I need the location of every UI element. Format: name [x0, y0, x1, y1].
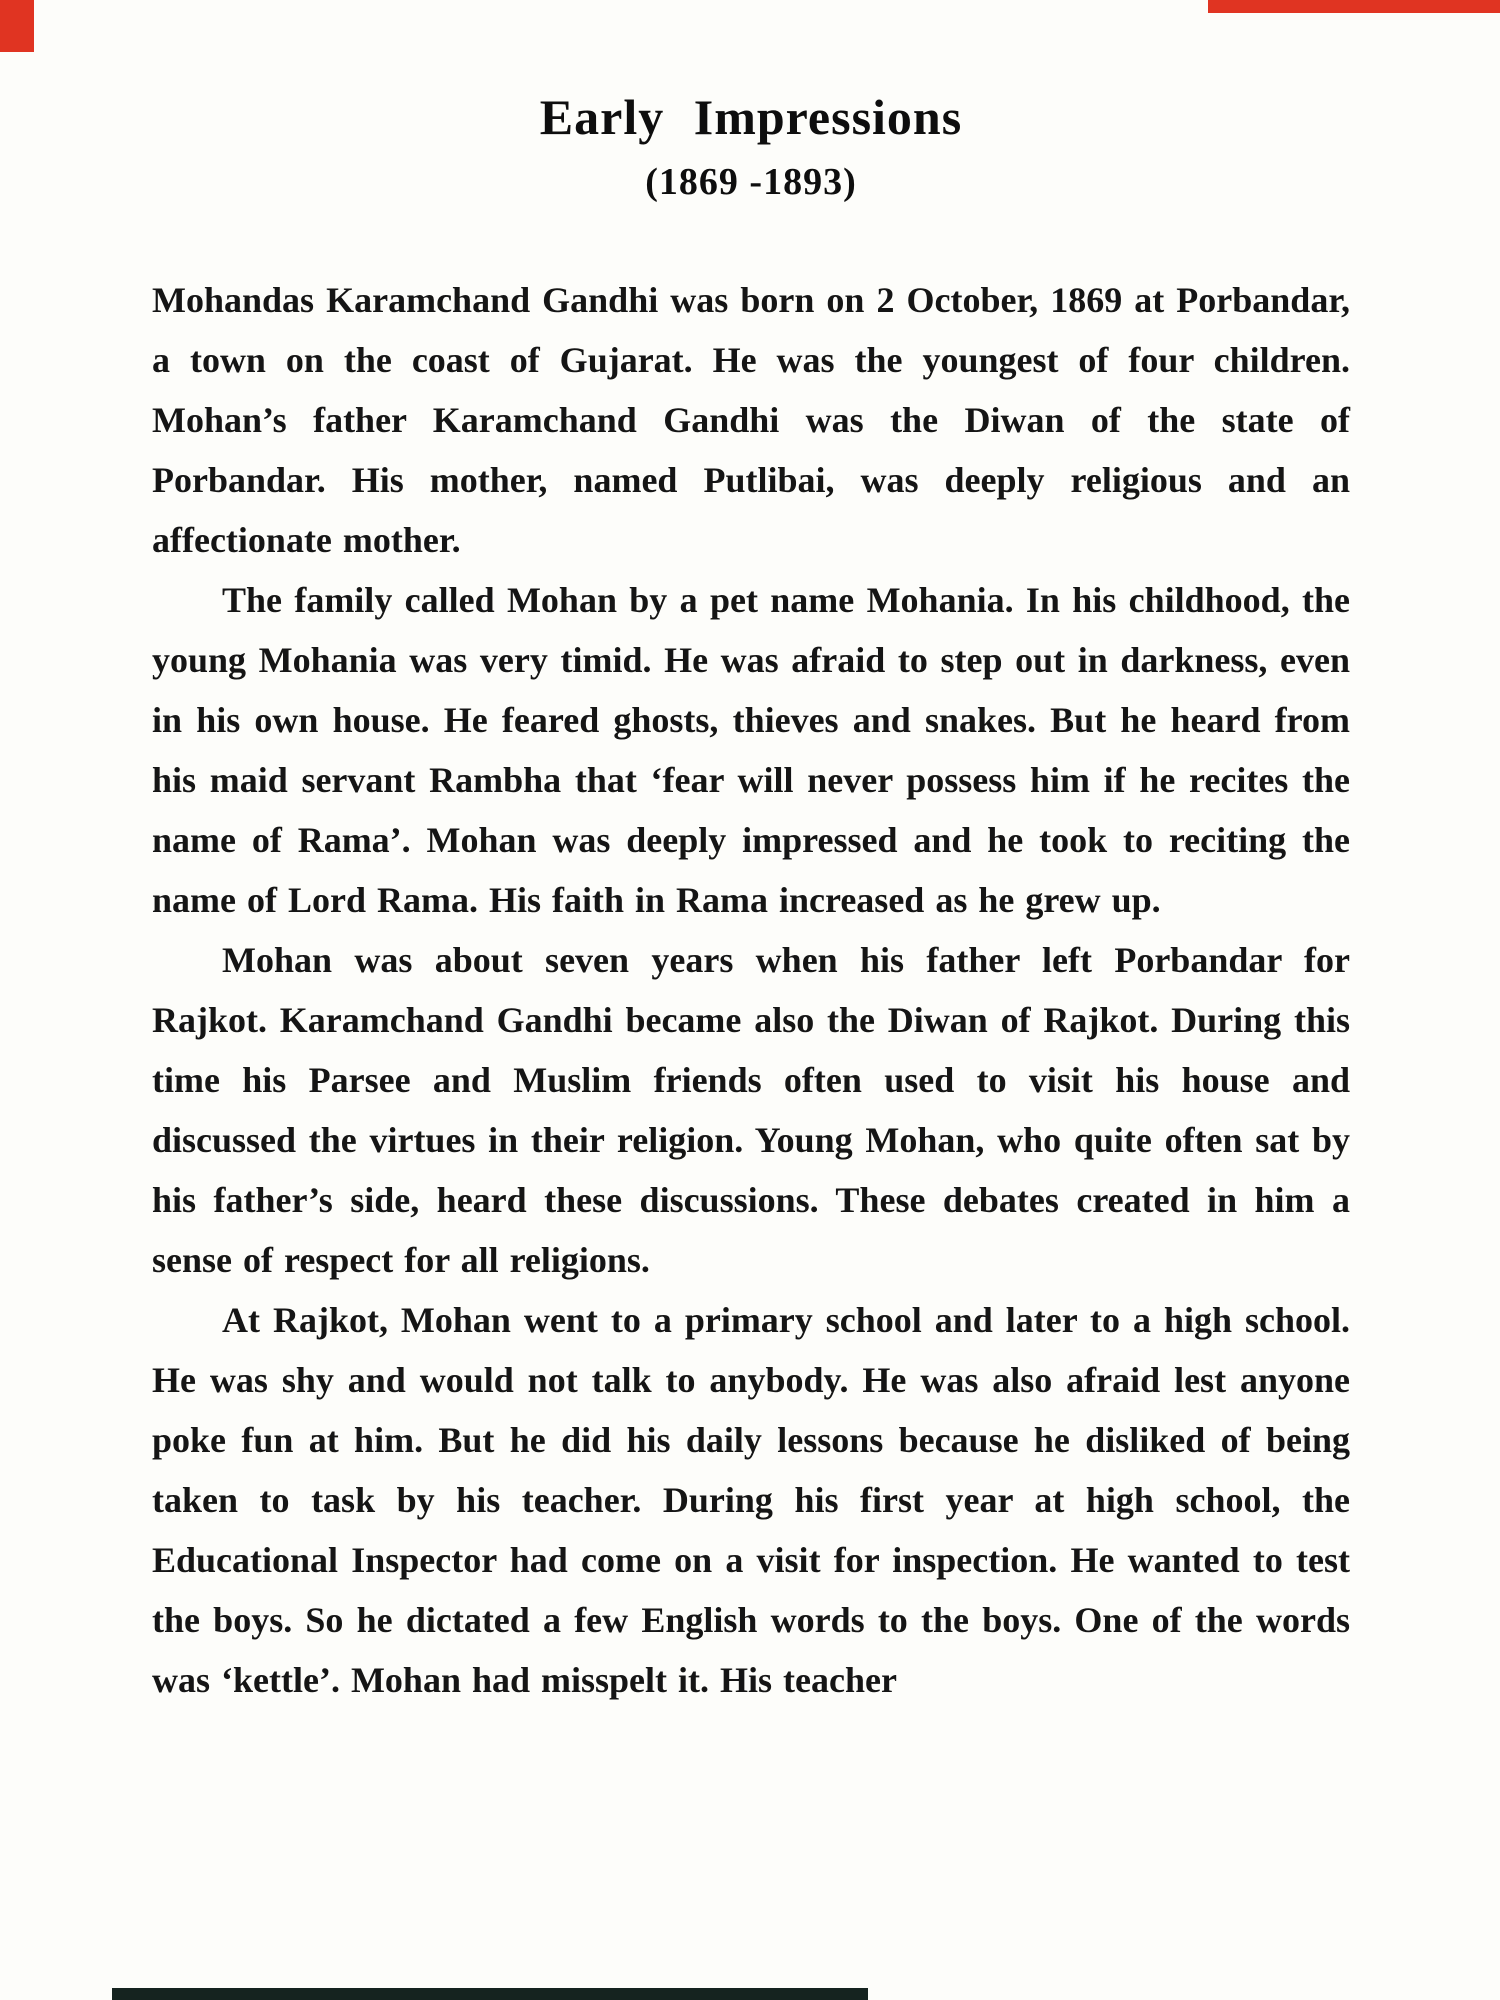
paragraph-3: Mohan was about seven years when his father left Porbandar for Rajkot. Karamchand Gandhi became also the Diwan of Rajkot. During this time his Parsee and Muslim friends often used to visit his house and discussed the virtues in their religion. Young Mohan, who quite often sat by his father’s side, heard these discussions. These debates created in him a sense of respect for all religions. — [152, 940, 1350, 1280]
paragraph-2: The family called Mohan by a pet name Mohania. In his childhood, the young Mohania was very timid. He was afraid to step out in darkness, even in his own house. He feared ghosts, thieves and snakes. But he heard from his maid servant Rambha that ‘fear will never possess him if he recites the name of Rama’. Mohan was deeply impressed and he took to reciting the name of Lord Rama. His faith in Rama increased as he grew up. — [152, 580, 1350, 920]
page-subtitle: (1869 -1893) — [645, 161, 857, 203]
scan-artifact-bottom — [112, 1988, 868, 2000]
paragraph-4: At Rajkot, Mohan went to a primary school and later to a high school. He was shy and would not talk to anybody. He was also afraid lest anyone poke fun at him. But he did his daily lessons because he disliked of being taken to task by his teacher. During his first year at high school, the Educational Inspector had come on a visit for inspection. He wanted to test the boys. So he dictated a few English words to the boys. One of the words was ‘kettle’. Mohan had misspelt it. His teacher — [152, 1300, 1350, 1700]
body-text — [152, 270, 1350, 1710]
scan-artifact-top-right — [1208, 0, 1500, 13]
scan-artifact-top-left — [0, 0, 34, 52]
page-title: Early Impressions — [539, 89, 963, 145]
paragraph-1: Mohandas Karamchand Gandhi was born on 2 October, 1869 at Porbandar, a town on the coast of Gujarat. He was the youngest of four children. Mohan’s father Karamchand Gandhi was the Diwan of the state of Porbandar. His mother, named Putlibai, was deeply religious and an affectionate mother. — [152, 280, 1350, 560]
